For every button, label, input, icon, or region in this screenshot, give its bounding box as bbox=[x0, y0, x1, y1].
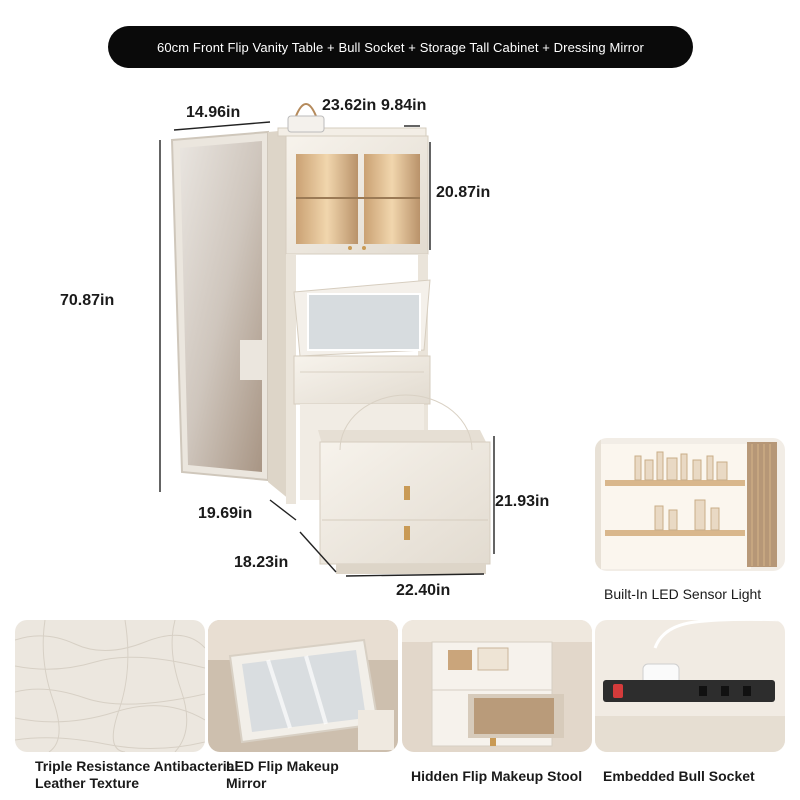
product-title-pill bbox=[108, 26, 693, 68]
dim-total-height: 70.87in bbox=[60, 292, 115, 309]
feature-image-socket bbox=[595, 620, 785, 752]
dim-mirror-width: 14.96in bbox=[186, 104, 241, 121]
product-title: 60cm Front Flip Vanity Table + Bull Socket + Storage Tall Cabinet + Dressing Mirror bbox=[157, 39, 644, 55]
caption-led-light: Built-In LED Sensor Light bbox=[604, 586, 762, 602]
feature-image-stool bbox=[402, 620, 592, 752]
dim-cabinet-width: 23.62in bbox=[322, 97, 377, 114]
dressing-mirror bbox=[172, 132, 268, 480]
feature-image-led-light bbox=[595, 438, 785, 571]
caption-stool: Hidden Flip Makeup Stool bbox=[411, 768, 583, 784]
feature-image-led-mirror bbox=[208, 620, 398, 752]
dim-stool-height: 21.93in bbox=[495, 493, 550, 510]
dim-cabinet-depth: 9.84in bbox=[381, 97, 427, 114]
dim-table-depth: 19.69in bbox=[198, 505, 253, 522]
handbag-decoration bbox=[288, 104, 324, 132]
dim-stool-depth: 18.23in bbox=[234, 554, 289, 571]
product-illustration bbox=[0, 80, 600, 600]
caption-leather: Triple Resistance Antibacterial Leather Texture bbox=[35, 758, 239, 791]
dim-stool-width: 22.40in bbox=[396, 582, 451, 599]
dim-upper-cabinet-height: 20.87in bbox=[436, 184, 491, 201]
caption-socket: Embedded Bull Socket bbox=[603, 768, 755, 784]
caption-led-mirror: LED Flip Makeup Mirror bbox=[226, 758, 339, 791]
feature-image-leather bbox=[15, 620, 205, 752]
